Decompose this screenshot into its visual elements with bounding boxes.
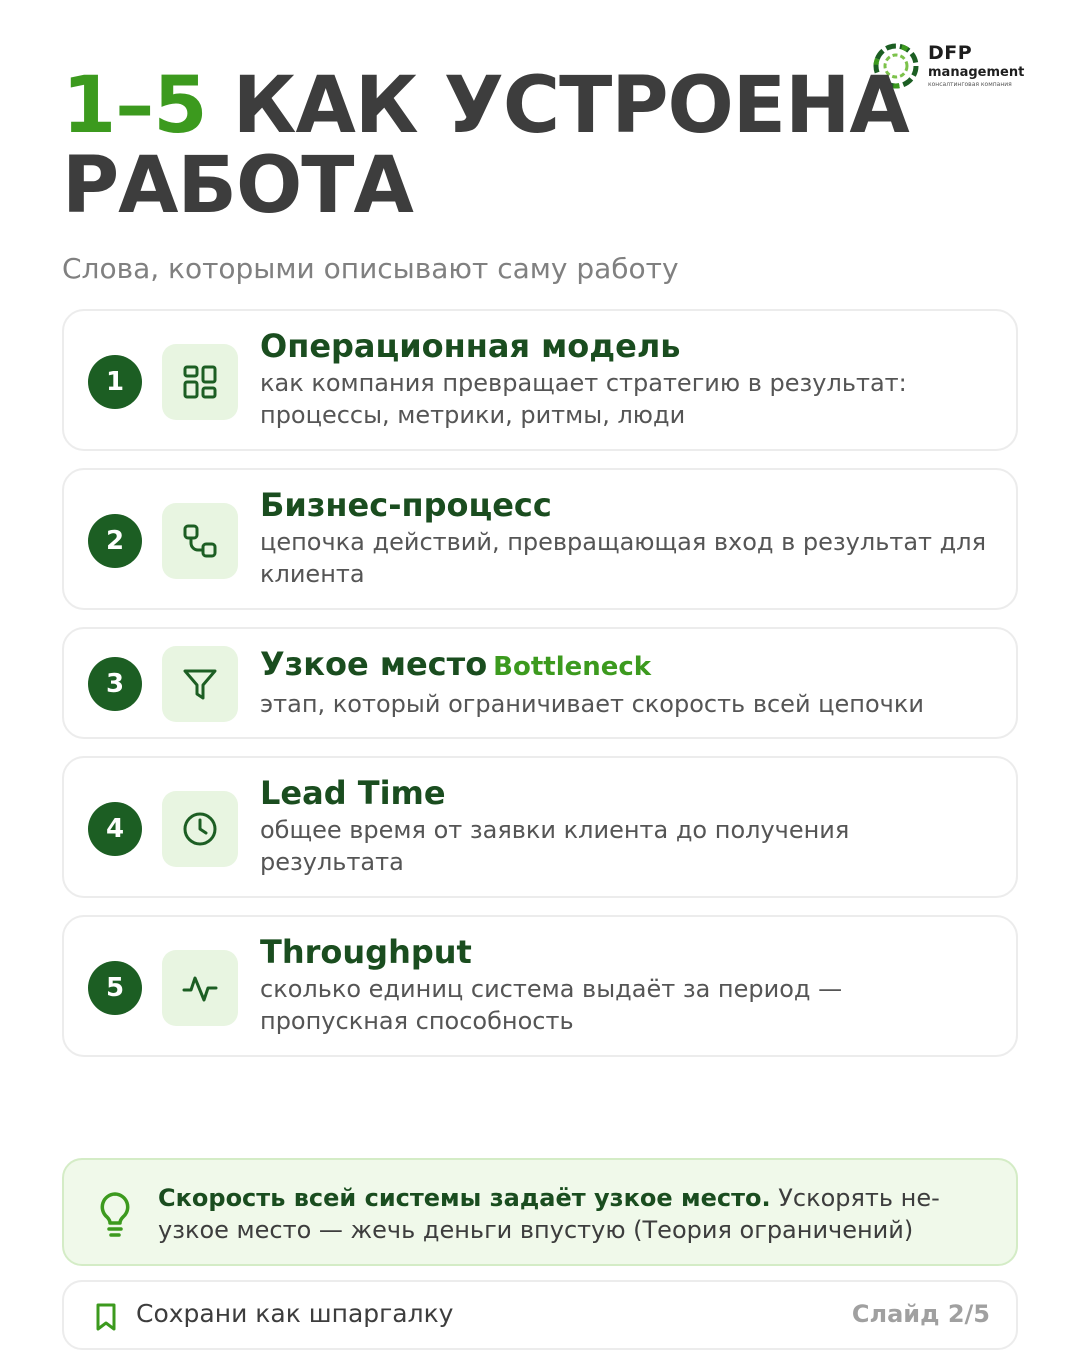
term-description: общее время от заявки клиента до получения результата — [260, 816, 850, 876]
step-number-badge: 1 — [88, 355, 142, 409]
term-title: Throughput — [260, 933, 472, 971]
title-accent: 1–5 — [62, 61, 207, 151]
activity-pulse-icon — [162, 950, 238, 1026]
term-title: Lead Time — [260, 774, 446, 812]
step-number-badge: 5 — [88, 961, 142, 1015]
tip-callout — [62, 1158, 1018, 1266]
save-hint: Сохрани как шпаргалку — [136, 1299, 454, 1328]
term-title: Бизнес-процесс — [260, 486, 552, 524]
tip-text — [158, 1182, 990, 1246]
page-title — [62, 61, 962, 231]
term-title-en: Bottleneck — [493, 652, 652, 682]
term-card-4 — [62, 756, 1018, 898]
step-number-badge: 3 — [88, 657, 142, 711]
term-card-3 — [62, 627, 1018, 739]
term-title — [260, 645, 996, 686]
page-subtitle: Слова, которыми описывают саму работу — [62, 252, 679, 285]
tip-strong: Скорость всей системы задаёт узкое место. — [158, 1184, 771, 1212]
term-title-ru: Узкое место — [260, 645, 488, 683]
brand-tagline: консалтинговая компания — [928, 81, 1012, 88]
term-title: Операционная модель — [260, 327, 681, 365]
term-description: как компания превращает стратегию в результат: процессы, метрики, ритмы, люди — [260, 369, 907, 429]
term-description: сколько единиц система выдаёт за период — пропускная способность — [260, 975, 843, 1035]
term-description: этап, который ограничивает скорость всей цепочки — [260, 690, 924, 718]
funnel-icon — [162, 646, 238, 722]
brand-sub: management — [928, 65, 1025, 80]
bookmark-icon[interactable] — [94, 1302, 118, 1332]
layout-grid-icon — [162, 344, 238, 420]
step-number-badge: 2 — [88, 514, 142, 568]
step-number-badge: 4 — [88, 802, 142, 856]
tip-body: Ускорять не-узкое место — жечь деньги впустую (Теория ограничений) — [158, 1184, 940, 1244]
clock-icon — [162, 791, 238, 867]
term-card-2 — [62, 468, 1018, 610]
footer-bar — [62, 1280, 1018, 1350]
title-main: КАК УСТРОЕНА РАБОТА — [62, 61, 909, 231]
process-flow-icon — [162, 503, 238, 579]
term-card-1 — [62, 309, 1018, 451]
term-card-5 — [62, 915, 1018, 1057]
slide-counter: Слайд 2/5 — [851, 1300, 990, 1328]
brand-name: DFP — [928, 42, 973, 64]
term-description: цепочка действий, превращающая вход в результат для клиента — [260, 528, 987, 588]
lightbulb-icon — [94, 1190, 136, 1238]
